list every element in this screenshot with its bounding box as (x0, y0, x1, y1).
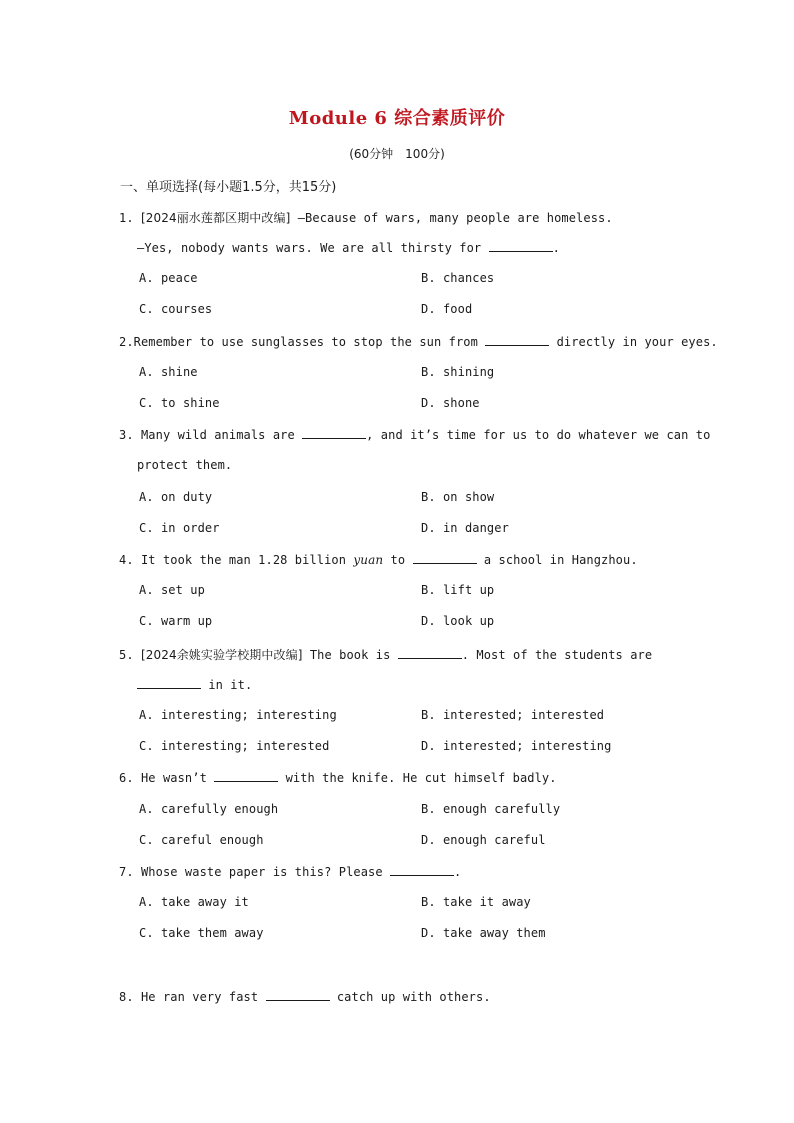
option-c[interactable]: C. careful enough (139, 833, 264, 847)
option-d[interactable]: D. shone (421, 396, 480, 410)
option-d[interactable]: D. look up (421, 614, 495, 628)
option-a[interactable]: A. set up (139, 583, 205, 597)
page-subtitle: (60分钟 100分) (349, 147, 445, 161)
option-c[interactable]: C. courses (139, 302, 213, 316)
option-d[interactable]: D. food (421, 302, 473, 316)
option-a[interactable]: A. carefully enough (139, 802, 279, 816)
answer-blank[interactable] (137, 677, 201, 689)
option-a[interactable]: A. interesting; interesting (139, 708, 337, 722)
question-6: 6. He wasn’t with the knife. He cut himself badly. (119, 771, 557, 785)
option-d[interactable]: D. interested; interesting (421, 739, 612, 753)
option-a[interactable]: A. peace (139, 271, 198, 285)
answer-blank[interactable] (413, 552, 477, 564)
answer-blank[interactable] (214, 770, 278, 782)
option-c[interactable]: C. interesting; interested (139, 739, 330, 753)
option-d[interactable]: D. in danger (421, 521, 509, 535)
option-a[interactable]: A. take away it (139, 895, 249, 909)
option-b[interactable]: B. take it away (421, 895, 531, 909)
option-b[interactable]: B. shining (421, 365, 495, 379)
answer-blank[interactable] (398, 647, 462, 659)
section-heading: 一、单项选择(每小题1.5分，共15分) (120, 180, 337, 195)
option-c[interactable]: C. take them away (139, 926, 264, 940)
option-d[interactable]: D. enough careful (421, 833, 546, 847)
option-b[interactable]: B. chances (421, 271, 495, 285)
option-b[interactable]: B. lift up (421, 583, 495, 597)
answer-blank[interactable] (489, 240, 553, 252)
question-7: 7. Whose waste paper is this? Please . (119, 865, 462, 879)
question-1-line-2: —Yes, nobody wants wars. We are all thirsty for . (137, 241, 560, 255)
question-4: 4. It took the man 1.28 billion yuan to a school in Hangzhou. (119, 553, 638, 567)
option-d[interactable]: D. take away them (421, 926, 546, 940)
question-2: 2.Remember to use sunglasses to stop the sun from directly in your eyes. (119, 335, 718, 349)
option-b[interactable]: B. interested; interested (421, 708, 605, 722)
option-c[interactable]: C. to shine (139, 396, 220, 410)
option-b[interactable]: B. on show (421, 490, 495, 504)
option-c[interactable]: C. warm up (139, 614, 213, 628)
option-a[interactable]: A. shine (139, 365, 198, 379)
option-c[interactable]: C. in order (139, 521, 220, 535)
question-source: [2024丽水莲都区期中改编] (140, 211, 291, 225)
question-3: 3. Many wild animals are , and it’s time for us to do whatever we can to (119, 428, 711, 442)
question-5-line-2: in it. (137, 677, 252, 692)
answer-blank[interactable] (266, 989, 330, 1001)
answer-blank[interactable] (390, 864, 454, 876)
answer-blank[interactable] (302, 427, 366, 439)
question-8: 8. He ran very fast catch up with others. (119, 990, 491, 1004)
question-3-line-2: protect them. (137, 458, 233, 472)
question-source: [2024余姚实验学校期中改编] (140, 648, 303, 662)
answer-blank[interactable] (485, 334, 549, 346)
question-5: 5. [2024余姚实验学校期中改编] The book is . Most of the students are (119, 648, 653, 662)
option-a[interactable]: A. on duty (139, 490, 213, 504)
page-title: Module 6 综合素质评价 (288, 108, 506, 129)
question-1: 1. [2024丽水莲都区期中改编] —Because of wars, many people are homeless. (119, 211, 613, 225)
option-b[interactable]: B. enough carefully (421, 802, 561, 816)
